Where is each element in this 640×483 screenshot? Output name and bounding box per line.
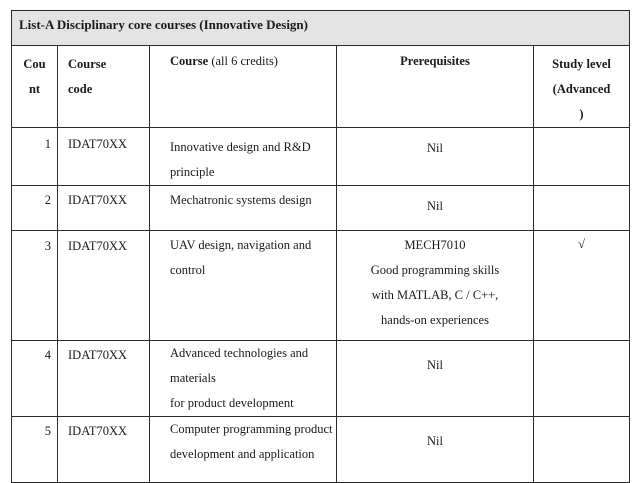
table-title: List-A Disciplinary core courses (Innovative Design) (12, 11, 630, 46)
row-study-level (534, 417, 630, 483)
row-course-code: IDAT70XX (58, 186, 150, 231)
row-count: 5 (12, 417, 58, 483)
row-course-line1: Computer programming product (170, 422, 333, 436)
header-level-line1: Study level (552, 57, 611, 71)
header-level-line2: (Advanced (552, 82, 611, 96)
header-count-line2: nt (28, 82, 41, 96)
row-course-code: IDAT70XX (58, 341, 150, 417)
row-study-level (534, 128, 630, 186)
row-count: 1 (12, 128, 58, 186)
row-course-line1: UAV design, navigation and control (170, 238, 312, 277)
row-course-code: IDAT70XX (58, 231, 150, 341)
table-row (12, 417, 630, 483)
row-prerequisites (337, 341, 534, 417)
row-course-name (150, 341, 337, 417)
row-study-level (534, 231, 630, 341)
row-course-line2: development and application (170, 447, 315, 461)
header-code-line2: code (68, 82, 93, 96)
row-course-name (150, 186, 337, 231)
header-course-label: Course (170, 54, 209, 68)
table-row (12, 128, 630, 186)
header-study-level (534, 46, 630, 128)
row-course-line1: Advanced technologies and materials (170, 346, 309, 385)
row-prerequisites (337, 417, 534, 483)
courses-table (11, 10, 630, 483)
header-code-line1: Course (68, 57, 107, 71)
row-study-level (534, 341, 630, 417)
header-course-code (58, 46, 150, 128)
row-count: 2 (12, 186, 58, 231)
header-level-line3: ) (579, 107, 584, 121)
header-course (150, 46, 337, 128)
row-course-line1: Mechatronic systems design (170, 193, 312, 207)
table-row (12, 231, 630, 341)
row-study-level (534, 186, 630, 231)
row-course-code: IDAT70XX (58, 417, 150, 483)
row-count: 4 (12, 341, 58, 417)
header-row (12, 46, 630, 128)
row-course-line1: Innovative design and R&D principle (170, 140, 311, 179)
header-prerequisites: Prerequisites (337, 46, 534, 128)
row-course-name (150, 128, 337, 186)
row-prerequisites (337, 128, 534, 186)
row-prereq-line: Nil (427, 358, 443, 372)
row-course-line2: for product development (170, 396, 294, 410)
row-prereq-line: Nil (427, 141, 443, 155)
row-prereq-line: Good programming skills (370, 263, 500, 277)
row-prereq-line: with MATLAB, C / C++, (371, 288, 499, 302)
row-prereq-line: Nil (427, 434, 443, 448)
row-course-code: IDAT70XX (58, 128, 150, 186)
row-prereq-line: hands-on experiences (381, 313, 489, 327)
row-course-name (150, 231, 337, 341)
table-row (12, 186, 630, 231)
checkmark-icon: √ (578, 237, 585, 251)
row-count: 3 (12, 231, 58, 341)
row-prerequisites (337, 231, 534, 341)
header-course-note: (all 6 credits) (208, 54, 278, 68)
row-prerequisites (337, 186, 534, 231)
header-count-line1: Cou (23, 57, 46, 71)
table-row (12, 341, 630, 417)
header-count (12, 46, 58, 128)
row-course-name (150, 417, 337, 483)
row-prereq-line: MECH7010 (404, 238, 466, 252)
row-prereq-line: Nil (427, 199, 443, 213)
